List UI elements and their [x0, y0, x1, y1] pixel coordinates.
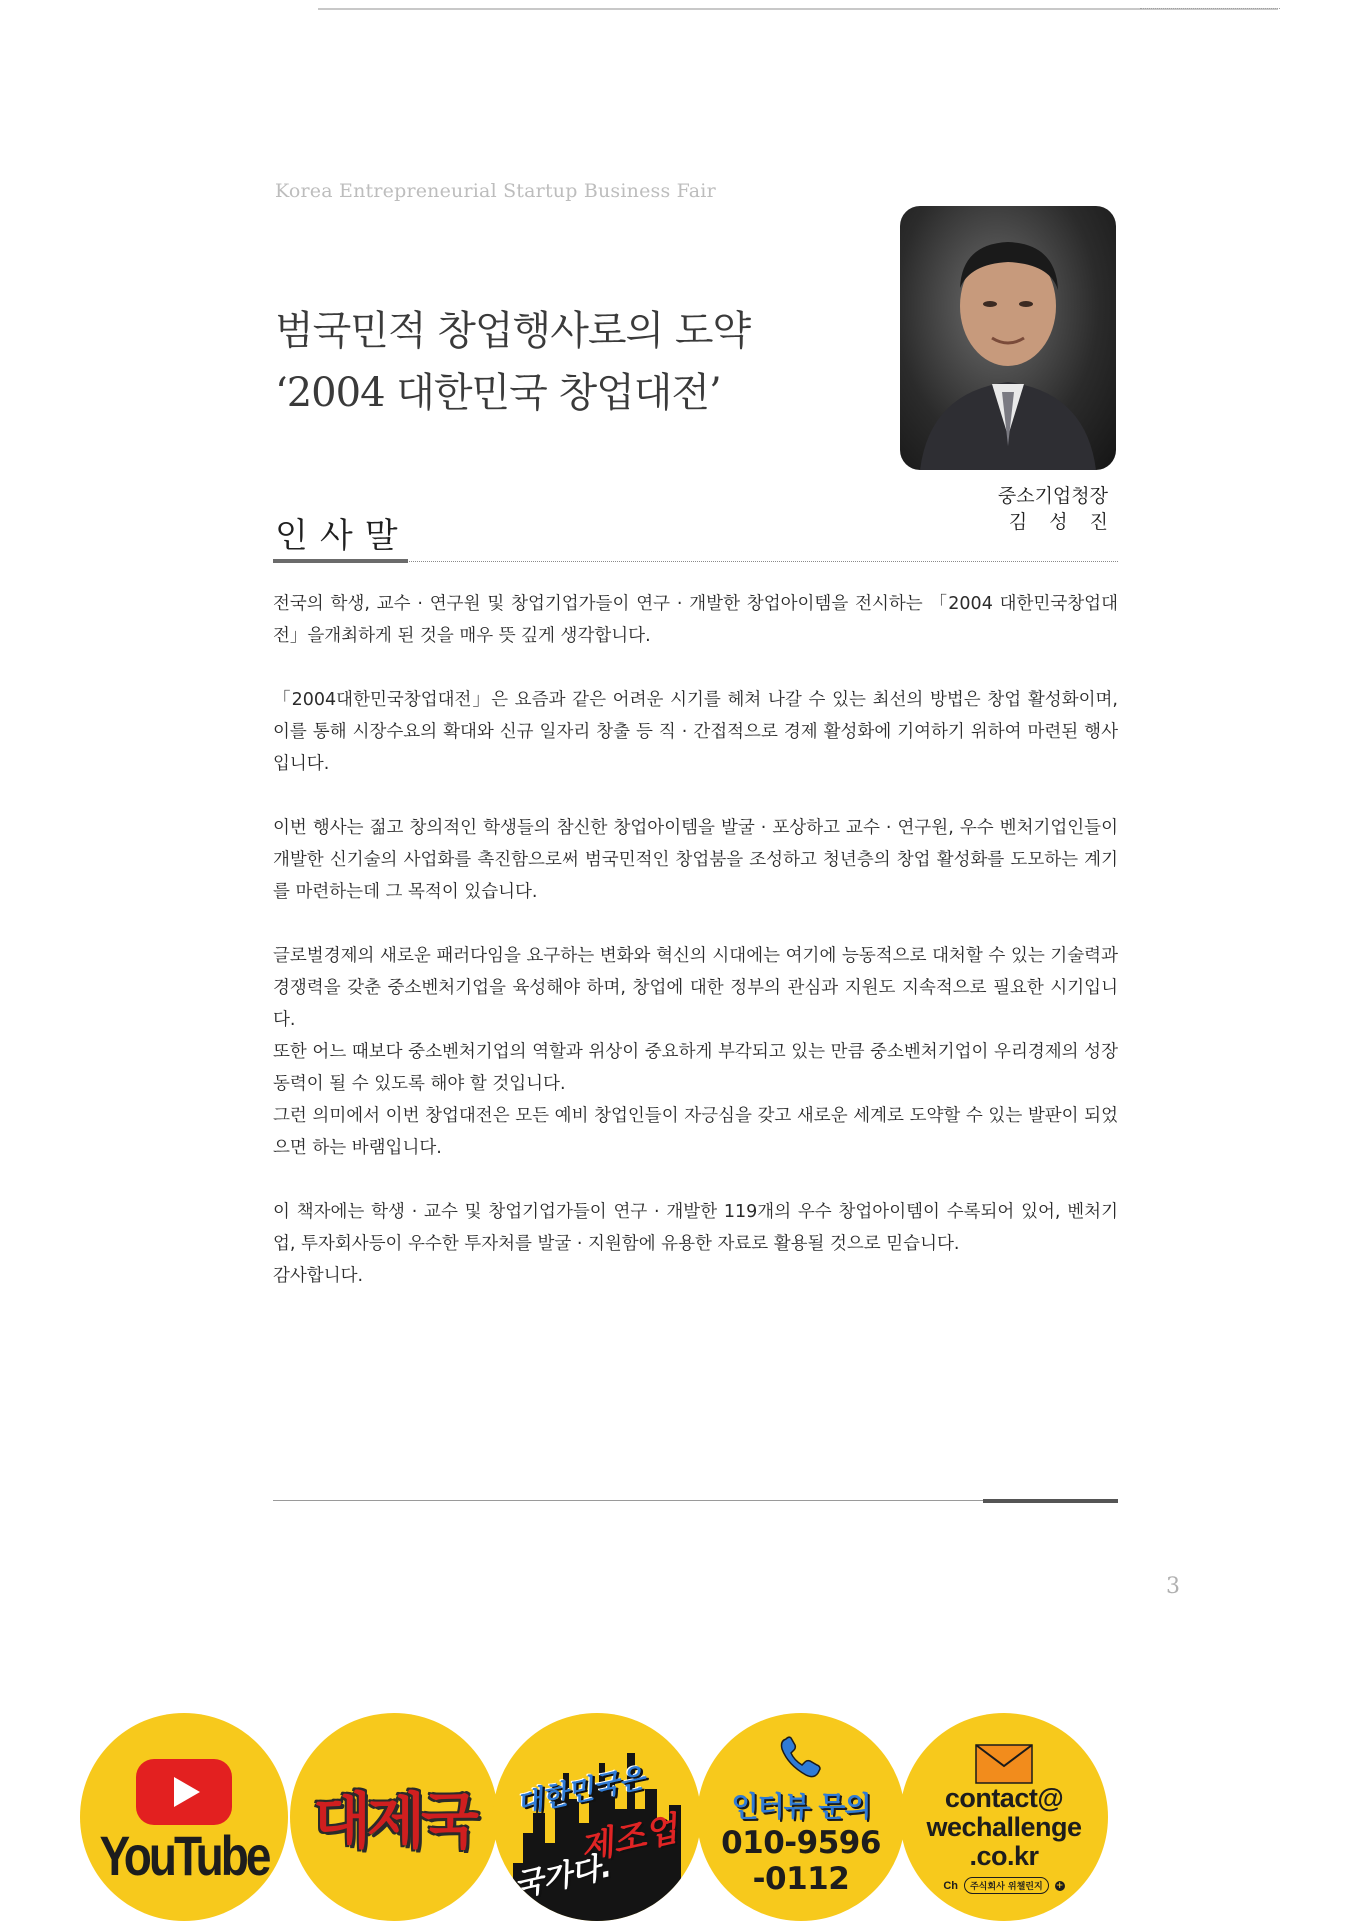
manufacturing-badge[interactable] [493, 1713, 701, 1921]
author-name: 김 성 진 [1008, 511, 1116, 533]
greeting-body [273, 588, 1118, 1292]
paragraph: 「2004대한민국창업대전」은 요즘과 같은 어려운 시기를 헤쳐 나갈 수 있는 최선의 방법은 창업 활성화이며, 이를 통해 시장수요의 확대와 신규 일자리 창출 등 직 · 간접적으로 경제 활성화에 기여하기 위하여 마련된 행사입니다. [273, 690, 1118, 774]
interview-label: 인터뷰 문의 [731, 1790, 871, 1823]
phone-icon [776, 1733, 826, 1783]
document-subtitle: Korea Entrepreneurial Startup Business Fair [275, 180, 716, 202]
paragraph: 이번 행사는 젊고 창의적인 학생들의 참신한 창업아이템을 발굴 · 포상하고 교수 · 연구원, 우수 벤처기업인들이 개발한 신기술의 사업화를 촉진함으로써 범국민적인 창업붐을 조성하고 청년층의 창업 활성화를 도모하는 계기를 마련하는데 그 목적이 있습니다. [273, 818, 1118, 902]
mail-icon [975, 1744, 1033, 1784]
company-credit [943, 1877, 1064, 1894]
youtube-play-icon [136, 1759, 232, 1825]
paragraph: 전국의 학생, 교수 · 연구원 및 창업기업가들이 연구 · 개발한 창업아이템을 전시하는 「2004 대한민국창업대전」을개최하게 된 것을 매우 뜻 깊게 생각합니다. [273, 594, 1118, 646]
top-rule-dotted [1140, 8, 1280, 9]
channel-badges [80, 1713, 1200, 1923]
korea-line-2: 제조업 [576, 1809, 682, 1869]
bottom-bar [983, 1499, 1118, 1503]
youtube-label: YouTube [99, 1824, 269, 1888]
contact-badge[interactable] [900, 1713, 1108, 1921]
korea-line-1: 대한민국은 [513, 1762, 648, 1821]
heading-underline [273, 559, 408, 563]
paragraph: 또한 어느 때보다 중소벤처기업의 역할과 위상이 중요하게 부각되고 있는 만큼 중소벤처기업이 우리경제의 성장 동력이 될 수 있도록 해야 할 것입니다. [273, 1042, 1118, 1094]
author-position: 중소기업청장 [997, 485, 1108, 507]
paragraph: 이 책자에는 학생 · 교수 및 창업기업가들이 연구 · 개발한 119개의 우수 창업아이템이 수록되어 있어, 벤처기업, 투자회사등이 우수한 투자처를 발굴 · 지원함에 유용한 자료로 활용될 것으로 믿습니다. [273, 1202, 1118, 1254]
page-number: 3 [1166, 1574, 1180, 1599]
document-title [275, 300, 750, 424]
title-line-2: ‘2004 대한민국 창업대전’ [275, 370, 721, 416]
paragraph: 감사합니다. [273, 1266, 364, 1286]
channel-mark: Ch [943, 1879, 958, 1892]
author-credit [997, 483, 1116, 535]
interview-phone: 010-9596 -0112 [721, 1825, 881, 1897]
paragraph: 글로벌경제의 새로운 패러다임을 요구하는 변화와 혁신의 시대에는 여기에 능동적으로 대처할 수 있는 기술력과 경쟁력을 갖춘 중소벤처기업을 육성해야 하며, 창업에 대한 정부의 관심과 지원도 지속적으로 필요한 시기입니다. [273, 946, 1118, 1030]
daejeguk-label: 대제국 [313, 1787, 475, 1857]
daejeguk-badge[interactable] [290, 1713, 498, 1921]
top-rule [318, 8, 1278, 10]
plus-icon: + [1055, 1880, 1064, 1891]
company-name: 주식회사 위챌린지 [964, 1877, 1049, 1894]
paragraph: 그런 의미에서 이번 창업대전은 모든 예비 창업인들이 자긍심을 갖고 새로운 세계로 도약할 수 있는 발판이 되었으면 하는 바램입니다. [273, 1106, 1118, 1158]
interview-badge[interactable] [697, 1713, 905, 1921]
korea-line-3: 국가다. [511, 1849, 615, 1904]
contact-email: contact@ wechallenge .co.kr [926, 1783, 1082, 1871]
section-heading: 인사말 [275, 516, 410, 556]
author-portrait [900, 206, 1116, 470]
title-line-1: 범국민적 창업행사로의 도약 [275, 308, 751, 354]
youtube-badge[interactable] [80, 1713, 288, 1921]
